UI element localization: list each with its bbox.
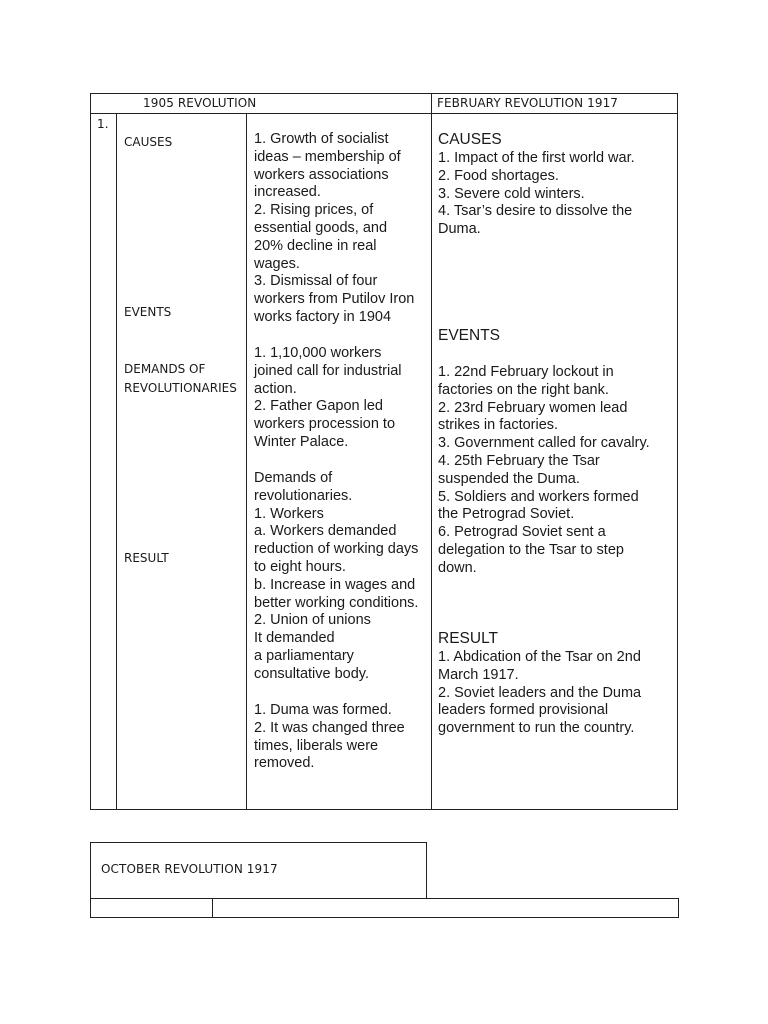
- feb-events-text: 1. 22nd February lockout in factories on the right bank. 2. 23rd February women lead strikes in factories. 3. Government called for cavalry. 4. 25th February the Tsar suspended the Duma. 5. Soldiers and workers formed the Petrograd Soviet. 6. Petrograd Soviet sent a delegation to the Tsar to step down.: [438, 364, 650, 576]
- header-february-revolution: FEBRUARY REVOLUTION 1917: [437, 96, 619, 110]
- column-divider-main: [431, 93, 432, 810]
- header-1905-revolution: 1905 REVOLUTION: [143, 96, 257, 110]
- header-divider: [90, 113, 678, 114]
- row-number: 1.: [97, 117, 109, 131]
- events-1905-text: 1. 1,10,000 workers joined call for industrial action. 2. Father Gapon led workers procession to Winter Palace.: [254, 345, 402, 450]
- label-causes: CAUSES: [124, 135, 173, 149]
- feb-result-heading: RESULT: [438, 630, 499, 647]
- result-1905-text: 1. Duma was formed. 2. It was changed three times, liberals were removed.: [254, 702, 405, 772]
- causes-1905-text: 1. Growth of socialist ideas – membership of workers associations increased. 2. Rising prices, of essential goods, and 20% decline in real wages. 3. Dismissal of four workers from Putilov Iron works factory in 1904: [254, 131, 415, 325]
- column-divider-number: [116, 113, 117, 810]
- feb-causes-heading: CAUSES: [438, 131, 502, 148]
- label-demands: DEMANDS OF REVOLUTIONARIES: [124, 362, 237, 395]
- october-revolution-title: OCTOBER REVOLUTION 1917: [101, 862, 278, 876]
- column-divider-labels: [246, 113, 247, 810]
- label-result: RESULT: [124, 551, 169, 565]
- demands-1905-text: Demands of revolutionaries. 1. Workers a. Workers demanded reduction of working days to eight hours. b. Increase in wages and better working conditions. 2. Union of unions It demanded a parliamentary consultative body.: [254, 470, 419, 682]
- feb-causes-text: 1. Impact of the first world war. 2. Food shortages. 3. Severe cold winters. 4. Tsar’s desire to dissolve the Duma.: [438, 150, 635, 238]
- feb-result-text: 1. Abdication of the Tsar on 2nd March 1917. 2. Soviet leaders and the Duma leaders formed provisional government to run the country.: [438, 649, 642, 737]
- label-events: EVENTS: [124, 305, 172, 319]
- feb-events-heading: EVENTS: [438, 327, 501, 344]
- october-table-row: [90, 898, 679, 918]
- october-table-column-divider: [212, 898, 213, 918]
